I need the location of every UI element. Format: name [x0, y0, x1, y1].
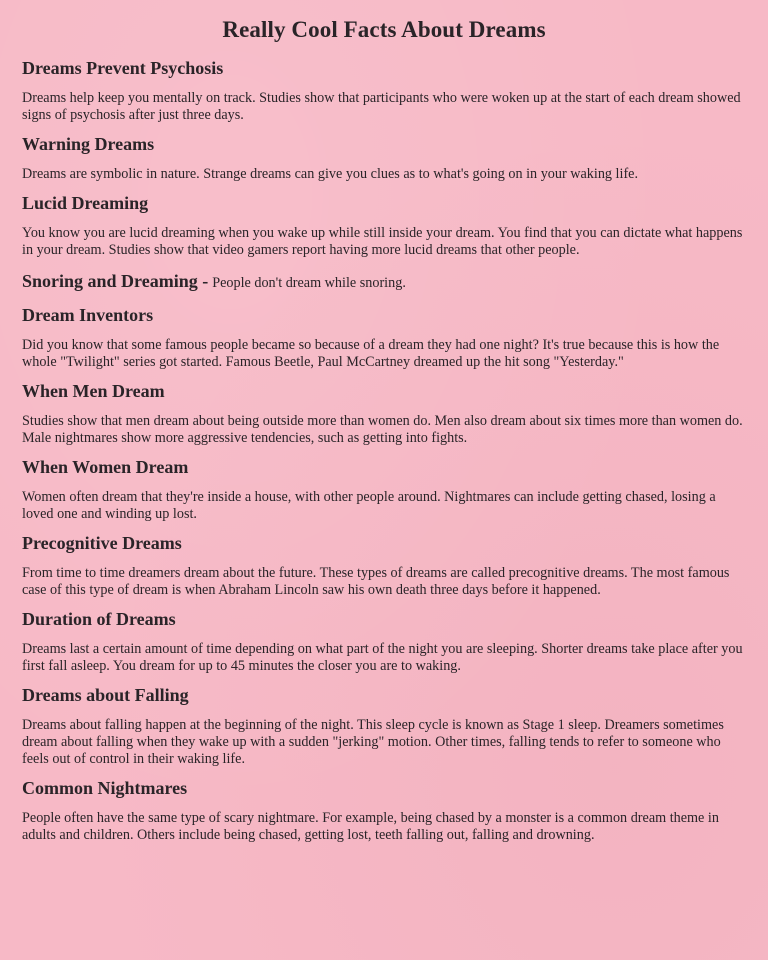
section-lucid-dreaming [22, 187, 746, 263]
section-warning-dreams [22, 128, 746, 187]
section-when-women-dream [22, 451, 746, 527]
section-dreams-prevent-psychosis [22, 52, 746, 128]
section-heading: Lucid Dreaming [22, 193, 149, 213]
section-body: People don't dream while snoring. [212, 275, 406, 291]
section-heading: Dreams about Falling [22, 685, 189, 705]
section-body: Dreams are symbolic in nature. Strange dreams can give you clues as to what's going on in your waking life. [22, 166, 639, 182]
section-duration-of-dreams [22, 603, 746, 679]
section-heading: Common Nightmares [22, 778, 188, 798]
section-when-men-dream [22, 375, 746, 451]
section-heading: Duration of Dreams [22, 609, 176, 629]
section-heading: Warning Dreams [22, 134, 155, 154]
section-body: From time to time dreamers dream about the future. These types of dreams are called precognitive dreams. The most famous case of this type of dream is when Abraham Lincoln saw his own death three days before it happened. [22, 565, 730, 598]
section-body: Studies show that men dream about being outside more than women do. Men also dream about six times more than women do. Male nightmares show more aggressive tendencies, such as getting into fights. [22, 413, 743, 446]
section-body: Women often dream that they're inside a house, with other people around. Nightmares can include getting chased, losing a loved one and winding up lost. [22, 489, 716, 522]
section-body: Dreams last a certain amount of time depending on what part of the night you are sleeping. Shorter dreams take place after you first fall asleep. You dream for up to 45 minutes the closer you are to waking. [22, 641, 743, 674]
section-body: Dreams help keep you mentally on track. Studies show that participants who were woken up at the start of each dream showed signs of psychosis after just three days. [22, 90, 741, 123]
section-snoring-and-dreaming [22, 263, 746, 299]
section-body: Did you know that some famous people became so because of a dream they had one night? It's true because this is how the whole "Twilight" series got started. Famous Beetle, Paul McCartney dreamed up the hit song "Yesterday." [22, 337, 720, 370]
section-heading: When Men Dream [22, 381, 165, 401]
section-body: People often have the same type of scary nightmare. For example, being chased by a monster is a common dream theme in adults and children. Others include being chased, getting lost, teeth falling out, falling and drowning. [22, 810, 719, 843]
section-dream-inventors [22, 299, 746, 375]
section-heading: Dream Inventors [22, 305, 154, 325]
page-title: Really Cool Facts About Dreams [222, 17, 546, 42]
section-heading: When Women Dream [22, 457, 189, 477]
section-body: You know you are lucid dreaming when you wake up while still inside your dream. You find that you can dictate what happens in your dream. Studies show that video gamers report having more lucid dreams that other people. [22, 225, 743, 258]
section-precognitive-dreams [22, 527, 746, 603]
section-heading: Snoring and Dreaming - [22, 271, 209, 291]
section-dreams-about-falling [22, 679, 746, 772]
section-heading: Dreams Prevent Psychosis [22, 58, 224, 78]
section-heading: Precognitive Dreams [22, 533, 182, 553]
section-body: Dreams about falling happen at the beginning of the night. This sleep cycle is known as Stage 1 sleep. Dreamers sometimes dream about falling when they wake up with a sudden "jerking" motion. Other times, falling tends to refer to someone who feels out of control in their waking life. [22, 717, 724, 767]
section-common-nightmares [22, 772, 746, 848]
inline-section-row [22, 263, 746, 299]
